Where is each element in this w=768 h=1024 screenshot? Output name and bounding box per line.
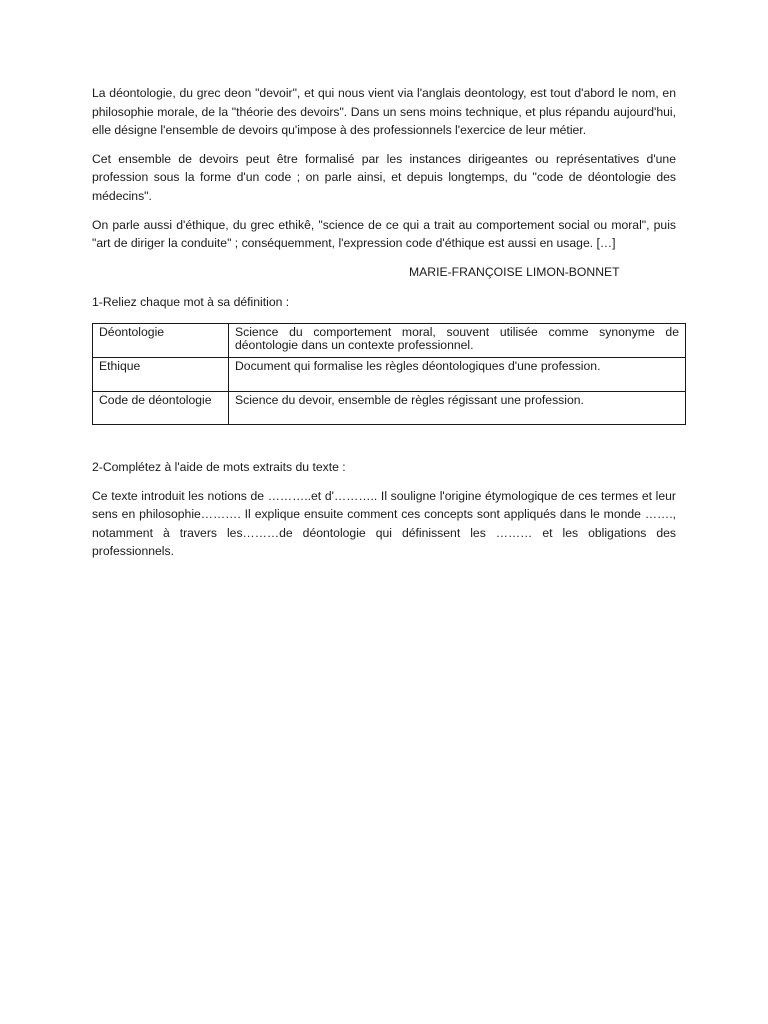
term-cell: Code de déontologie [93,391,229,424]
definitions-table [92,323,686,425]
table-row [93,357,686,391]
paragraph-2: Cet ensemble de devoirs peut être formalisé par les instances dirigeantes ou représentatives d'une profession sous la forme d'un code ; on parle ainsi, et depuis longtemps, du "code de déontologie des médecins". [92,151,676,203]
definition-cell: Science du comportement moral, souvent utilisée comme synonyme de déontologie dans un contexte professionnel. [229,323,686,357]
definition-cell: Science du devoir, ensemble de règles régissant une profession. [229,391,686,424]
paragraph-3: On parle aussi d'éthique, du grec ethikê, "science de ce qui a trait au comportement social ou moral", puis "art de diriger la conduite" ; conséquemment, l'expression code d'éthique est aussi en usage. […] [92,217,676,251]
term-cell: Ethique [93,357,229,391]
term-cell: Déontologie [93,323,229,357]
definition-cell: Document qui formalise les règles déontologiques d'une profession. [229,357,686,391]
author-signature: MARIE-FRANÇOISE LIMON-BONNET [409,264,620,279]
table-row [93,391,686,424]
exercise-2-body: Ce texte introduit les notions de ………..et d'……….. Il souligne l'origine étymologique de ces termes et leur sens en philosophie………. Il explique ensuite comment ces concepts sont appliqués dans le monde ……., notamment à travers les………de déontologie qui définissent les ……… et les obligations des professionnels. [92,488,676,559]
exercise-2-title: 2-Complétez à l'aide de mots extraits du texte : [92,459,346,474]
document-page [92,84,679,561]
exercise-1-title: 1-Reliez chaque mot à sa définition : [92,295,290,310]
table-row [93,323,686,357]
paragraph-1: La déontologie, du grec deon "devoir", et qui nous vient via l'anglais deontology, est tout d'abord le nom, en philosophie morale, de la "théorie des devoirs". Dans un sens moins technique, et plus répandu aujourd'hui, elle désigne l'ensemble de devoirs qu'impose à des professionnels l'exercice de leur métier. [92,86,676,138]
